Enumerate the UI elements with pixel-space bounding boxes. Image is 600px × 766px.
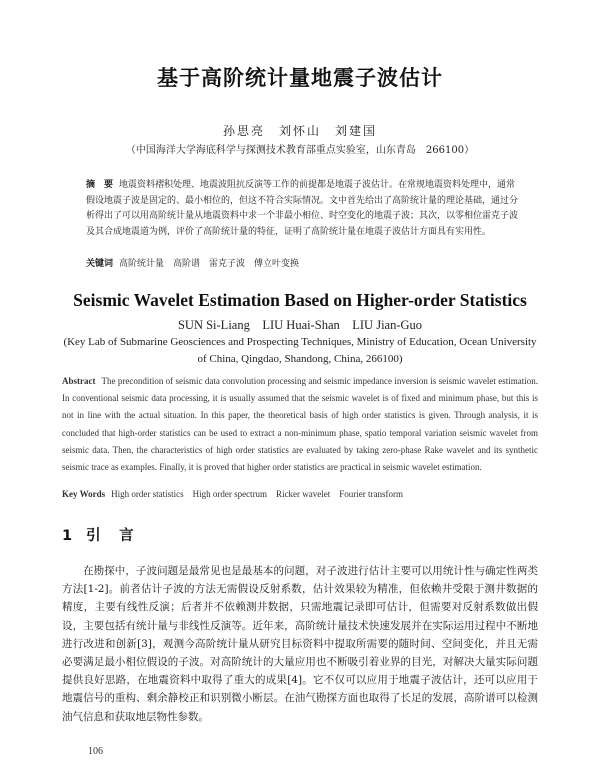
section-number: 1 — [62, 528, 75, 544]
english-keywords — [62, 487, 538, 500]
english-abstract-text: The precondition of seismic data convolution processing and seismic impedance inversion is seismic wavelet estimation. In conventional seismic data processing, it is usually assumed that the seismic wavelet is of fixed and minimum phase, but this is not in line with the actual situation. In this paper, the theoretical basis of high order statistics is given. Through analysis, it is concluded that high-order statistics can be used to extract a non-minimum phase, spatio temporal variation seismic wavelet from seismic data. Then, the characteristics of high order statistics are evaluated by taking zero-phase Rake wavelet and its synthetic seismic trace as examples. Finally, it is proved that higher order statistics are practical in seismic wavelet estimation. — [62, 376, 538, 473]
body-paragraph: 在勘探中，子波问题是最常见也是最基本的问题，对子波进行估计主要可以用统计性与确定性两类方法[1-2]。前者估计子波的方法无需假设反射系数，估计效果较为精准，但依赖井受限于测井数据的精度，主要有线性反演；后者并不依赖测井数据，只需地震记录即可估计，但需要对反射系数做出假设，主要包括有统计量与非线性反演等。近年来，高阶统计量技术快速发展并在实际运用过程中不断地进行改进和创新[3]，观测今高阶统计量从研究目标资料中提取所需要的随时间、空间变化，并且无需必要满足最小相位假设的子波。对高阶统计的大量应用也不断吸引着业界的目光，对解决大量实际问题提供良好思路，在地震资料中取得了重大的成果[4]。它不仅可以应用于地震子波估计，还可以应用于地震信号的重构、剩余静校正和识别微小断层。在油气勘探方面也取得了长足的发展，高阶谱可以检测油气信息和获取地层物性参数。 — [62, 565, 538, 723]
chinese-title: 基于高阶统计量地震子波估计 — [157, 66, 443, 90]
english-keywords-text: High order statistics High order spectrum Ricker wavelet Fourier transform — [111, 489, 404, 499]
english-keywords-label: Key Words — [62, 489, 106, 499]
english-title: Seismic Wavelet Estimation Based on Higher-order Statistics — [73, 290, 527, 310]
chinese-authors: 孙思亮 刘怀山 刘建国 — [222, 124, 377, 138]
chinese-abstract-label: 摘 要 — [86, 180, 114, 190]
chinese-keywords-label: 关键词 — [86, 259, 114, 269]
english-abstract — [62, 373, 538, 476]
section-heading — [62, 524, 362, 545]
chinese-abstract — [86, 178, 520, 240]
chinese-keywords — [86, 256, 520, 269]
chinese-abstract-text: 地震资料褶积处理、地震波阻抗反演等工作的前提都是地震子波估计。在常规地震资料处理中，通常假设地震子波是固定的、最小相位的，但这不符合实际情况。文中首先给出了高阶统计量的理论基础，通过分析得出了可以用高阶统计量从地震资料中求一个非最小相位、时空变化的地震子波；其次，以零相位雷克子波及其合成地震道为例，评价了高阶统计量的特征，证明了高阶统计量在地震子波估计方面具有实用性。 — [86, 180, 519, 237]
section-title: 引 言 — [86, 528, 136, 544]
english-affiliation: (Key Lab of Submarine Geosciences and Prospecting Techniques, Ministry of Education, Ocean University of China, Qingdao, Shandong, China, 266100) — [63, 336, 537, 365]
chinese-keywords-text: 高阶统计量 高阶谱 雷克子波 傅立叶变换 — [119, 259, 300, 269]
english-abstract-label: Abstract — [62, 376, 96, 386]
page-number: 106 — [88, 746, 103, 757]
chinese-affiliation: （中国海洋大学海底科学与探测技术教育部重点实验室，山东青岛 266100） — [125, 145, 475, 156]
english-authors: SUN Si-Liang LIU Huai-Shan LIU Jian-Guo — [177, 318, 423, 332]
